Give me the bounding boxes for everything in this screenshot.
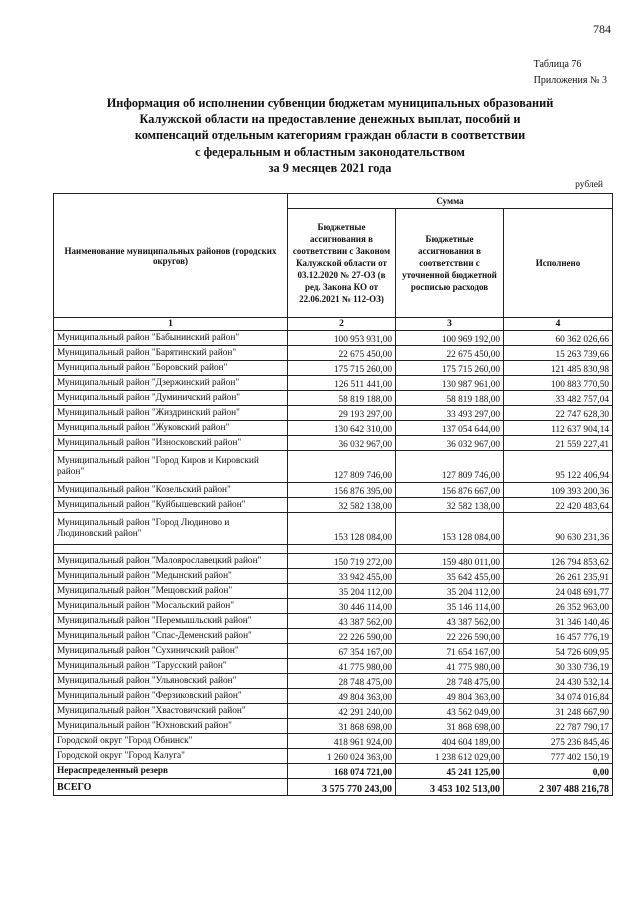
- row-value-assigned: 175 715 260,00: [288, 361, 396, 376]
- header-col2: Бюджетные ассигнования в соответствии с Законом Калужской области от 03.12.2020 № 27-ОЗ (в ред. Закона КО от 22.06.2021 № 112-ОЗ): [288, 209, 396, 318]
- row-value-assigned: 127 809 746,00: [288, 451, 396, 483]
- row-value-assigned: 49 804 363,00: [288, 689, 396, 704]
- table-row: [54, 749, 613, 764]
- row-name: Муниципальный район "Мосальский район": [54, 599, 288, 614]
- row-value-refined: 35 204 112,00: [396, 584, 504, 599]
- row-value-assigned: 153 128 084,00: [288, 513, 396, 545]
- row-value-executed: 121 485 830,98: [504, 361, 613, 376]
- total-v2: 3 453 102 513,00: [396, 779, 504, 796]
- total-v3: 2 307 488 216,78: [504, 779, 613, 796]
- row-value-assigned: 58 819 188,00: [288, 391, 396, 406]
- row-value-refined: 22 226 590,00: [396, 629, 504, 644]
- table-row: [54, 346, 613, 361]
- table-reference: [534, 57, 607, 89]
- row-value-assigned: 32 582 138,00: [288, 498, 396, 513]
- row-name: Муниципальный район "Жуковский район": [54, 421, 288, 436]
- total-v1: 3 575 770 243,00: [288, 779, 396, 796]
- row-value-assigned: 150 719 272,00: [288, 554, 396, 569]
- table-row: [54, 451, 613, 483]
- row-value-assigned: 43 387 562,00: [288, 614, 396, 629]
- table-footer: [54, 764, 613, 796]
- table-row: [54, 361, 613, 376]
- row-value-assigned: 35 204 112,00: [288, 584, 396, 599]
- spacer-cell: [396, 545, 504, 554]
- row-name: Муниципальный район "Ферзиковский район": [54, 689, 288, 704]
- header-col3: Бюджетные ассигнования в соответствии с уточненной бюджетной росписью расходов: [396, 209, 504, 318]
- table-row: [54, 734, 613, 749]
- unit-note: рублей: [575, 180, 603, 190]
- row-value-assigned: 41 775 980,00: [288, 659, 396, 674]
- table-row: [54, 406, 613, 421]
- row-name: Муниципальный район "Юхновский район": [54, 719, 288, 734]
- row-value-executed: 34 074 016,84: [504, 689, 613, 704]
- reserve-v2: 45 241 125,00: [396, 764, 504, 779]
- row-value-refined: 36 032 967,00: [396, 436, 504, 451]
- row-value-refined: 35 146 114,00: [396, 599, 504, 614]
- row-value-assigned: 100 953 931,00: [288, 331, 396, 346]
- row-name: Муниципальный район "Перемышльский район": [54, 614, 288, 629]
- row-value-assigned: 22 675 450,00: [288, 346, 396, 361]
- row-name: Муниципальный район "Малоярославецкий район": [54, 554, 288, 569]
- title-line: компенсаций отдельным категориям граждан области в соответствии: [134, 128, 526, 143]
- row-value-executed: 100 883 770,50: [504, 376, 613, 391]
- header-name: Наименование муниципальных районов (городских округов): [54, 194, 288, 318]
- row-value-refined: 49 804 363,00: [396, 689, 504, 704]
- row-value-assigned: 67 354 167,00: [288, 644, 396, 659]
- document-title: [40, 95, 620, 176]
- table-row: [54, 704, 613, 719]
- row-value-refined: 137 054 644,00: [396, 421, 504, 436]
- row-value-executed: 54 726 609,95: [504, 644, 613, 659]
- row-value-refined: 43 387 562,00: [396, 614, 504, 629]
- row-value-assigned: 28 748 475,00: [288, 674, 396, 689]
- row-value-refined: 28 748 475,00: [396, 674, 504, 689]
- title-line: с федеральным и областным законодательством: [195, 144, 465, 159]
- total-row: [54, 779, 613, 796]
- row-value-executed: 126 794 853,62: [504, 554, 613, 569]
- spacer-cell: [504, 545, 613, 554]
- row-value-executed: 22 787 790,17: [504, 719, 613, 734]
- title-line: Калужской области на предоставление денежных выплат, пособий и: [139, 112, 521, 127]
- row-name: Муниципальный район "Ульяновский район": [54, 674, 288, 689]
- header-col4: Исполнено: [504, 209, 613, 318]
- table-row: [54, 659, 613, 674]
- row-value-assigned: 33 942 455,00: [288, 569, 396, 584]
- row-value-executed: 109 393 200,36: [504, 483, 613, 498]
- table-row: [54, 554, 613, 569]
- table-row: [54, 629, 613, 644]
- reserve-v1: 168 074 721,00: [288, 764, 396, 779]
- row-name: Муниципальный район "Город Людиново и Людиновский район": [54, 513, 288, 545]
- title-line: Информация об исполнении субвенции бюджетам муниципальных образований: [106, 96, 554, 110]
- col-number: 3: [396, 318, 504, 331]
- row-value-refined: 159 480 011,00: [396, 554, 504, 569]
- row-name: Муниципальный район "Бабынинский район": [54, 331, 288, 346]
- row-value-executed: 95 122 406,94: [504, 451, 613, 483]
- header-sum: Сумма: [288, 194, 613, 209]
- row-name: Муниципальный район "Тарусский район": [54, 659, 288, 674]
- table-row: [54, 376, 613, 391]
- row-value-executed: 275 236 845,46: [504, 734, 613, 749]
- reserve-row: [54, 764, 613, 779]
- row-value-refined: 35 642 455,00: [396, 569, 504, 584]
- row-name: Муниципальный район "Мещовский район": [54, 584, 288, 599]
- row-name: Муниципальный район "Козельский район": [54, 483, 288, 498]
- row-value-refined: 127 809 746,00: [396, 451, 504, 483]
- row-name: Муниципальный район "Медынский район": [54, 569, 288, 584]
- row-name: Муниципальный район "Боровский район": [54, 361, 288, 376]
- row-value-assigned: 418 961 924,00: [288, 734, 396, 749]
- row-name: Муниципальный район "Жиздринский район": [54, 406, 288, 421]
- row-value-refined: 58 819 188,00: [396, 391, 504, 406]
- table-row: [54, 436, 613, 451]
- row-value-executed: 60 362 026,66: [504, 331, 613, 346]
- table-ref-line2: Приложения № 3: [533, 75, 607, 86]
- row-value-assigned: 29 193 297,00: [288, 406, 396, 421]
- col-number: 4: [504, 318, 613, 331]
- table-row: [54, 689, 613, 704]
- row-value-assigned: 36 032 967,00: [288, 436, 396, 451]
- total-name: ВСЕГО: [54, 779, 288, 796]
- row-value-executed: 22 420 483,64: [504, 498, 613, 513]
- col-number: 2: [288, 318, 396, 331]
- row-value-executed: 24 430 532,14: [504, 674, 613, 689]
- table-row: [54, 584, 613, 599]
- row-name: Муниципальный район "Город Киров и Кировский район": [54, 451, 288, 483]
- table-row: [54, 674, 613, 689]
- row-value-assigned: 1 260 024 363,00: [288, 749, 396, 764]
- table-row: [54, 569, 613, 584]
- table-row: [54, 483, 613, 498]
- table-row: [54, 513, 613, 545]
- row-value-refined: 31 868 698,00: [396, 719, 504, 734]
- spacer-row: [54, 545, 613, 554]
- row-value-executed: 26 261 235,91: [504, 569, 613, 584]
- row-name: Городской округ "Город Обнинск": [54, 734, 288, 749]
- row-name: Муниципальный район "Спас-Деменский район": [54, 629, 288, 644]
- table-row: [54, 719, 613, 734]
- page-number: 784: [593, 22, 611, 36]
- row-value-refined: 156 876 667,00: [396, 483, 504, 498]
- table-row: [54, 331, 613, 346]
- table-row: [54, 614, 613, 629]
- row-value-refined: 43 562 049,00: [396, 704, 504, 719]
- row-value-refined: 32 582 138,00: [396, 498, 504, 513]
- table-body: [54, 331, 613, 764]
- row-value-refined: 41 775 980,00: [396, 659, 504, 674]
- row-value-refined: 153 128 084,00: [396, 513, 504, 545]
- row-value-assigned: 156 876 395,00: [288, 483, 396, 498]
- title-line: за 9 месяцев 2021 года: [268, 160, 392, 175]
- row-value-executed: 30 330 736,19: [504, 659, 613, 674]
- row-value-assigned: 126 511 441,00: [288, 376, 396, 391]
- row-value-assigned: 30 446 114,00: [288, 599, 396, 614]
- reserve-name: Нераспределенный резерв: [54, 764, 288, 779]
- row-value-executed: 15 263 739,66: [504, 346, 613, 361]
- row-value-refined: 175 715 260,00: [396, 361, 504, 376]
- row-value-refined: 71 654 167,00: [396, 644, 504, 659]
- row-value-assigned: 22 226 590,00: [288, 629, 396, 644]
- row-name: Муниципальный район "Думиничский район": [54, 391, 288, 406]
- subvention-table: [53, 193, 613, 796]
- row-value-refined: 404 604 189,00: [396, 734, 504, 749]
- table-row: [54, 498, 613, 513]
- col-number: 1: [54, 318, 288, 331]
- row-name: Муниципальный район "Куйбышевский район": [54, 498, 288, 513]
- row-name: Муниципальный район "Дзержинский район": [54, 376, 288, 391]
- row-value-assigned: 42 291 240,00: [288, 704, 396, 719]
- row-value-refined: 130 987 961,00: [396, 376, 504, 391]
- row-value-executed: 112 637 904,14: [504, 421, 613, 436]
- row-name: Муниципальный район "Хвастовичский район": [54, 704, 288, 719]
- row-value-executed: 16 457 776,19: [504, 629, 613, 644]
- row-value-refined: 22 675 450,00: [396, 346, 504, 361]
- table-ref-line1: Таблица 76: [533, 59, 582, 70]
- row-value-assigned: 130 642 310,00: [288, 421, 396, 436]
- row-value-executed: 31 248 667,90: [504, 704, 613, 719]
- row-name: Муниципальный район "Барятинский район": [54, 346, 288, 361]
- row-value-refined: 33 493 297,00: [396, 406, 504, 421]
- spacer-cell: [288, 545, 396, 554]
- table-row: [54, 599, 613, 614]
- row-value-executed: 21 559 227,41: [504, 436, 613, 451]
- spacer-cell: [54, 545, 288, 554]
- row-value-executed: 31 346 140,46: [504, 614, 613, 629]
- row-name: Муниципальный район "Износковский район": [54, 436, 288, 451]
- table-row: [54, 644, 613, 659]
- table-row: [54, 421, 613, 436]
- row-name: Муниципальный район "Сухиничский район": [54, 644, 288, 659]
- row-value-executed: 24 048 691,77: [504, 584, 613, 599]
- row-value-refined: 100 969 192,00: [396, 331, 504, 346]
- row-value-refined: 1 238 612 029,00: [396, 749, 504, 764]
- table-row: [54, 391, 613, 406]
- row-name: Городской округ "Город Калуга": [54, 749, 288, 764]
- row-value-executed: 26 352 963,00: [504, 599, 613, 614]
- row-value-executed: 33 482 757,04: [504, 391, 613, 406]
- row-value-assigned: 31 868 698,00: [288, 719, 396, 734]
- reserve-v3: 0,00: [504, 764, 613, 779]
- row-value-executed: 22 747 628,30: [504, 406, 613, 421]
- row-value-executed: 777 402 150,19: [504, 749, 613, 764]
- row-value-executed: 90 630 231,36: [504, 513, 613, 545]
